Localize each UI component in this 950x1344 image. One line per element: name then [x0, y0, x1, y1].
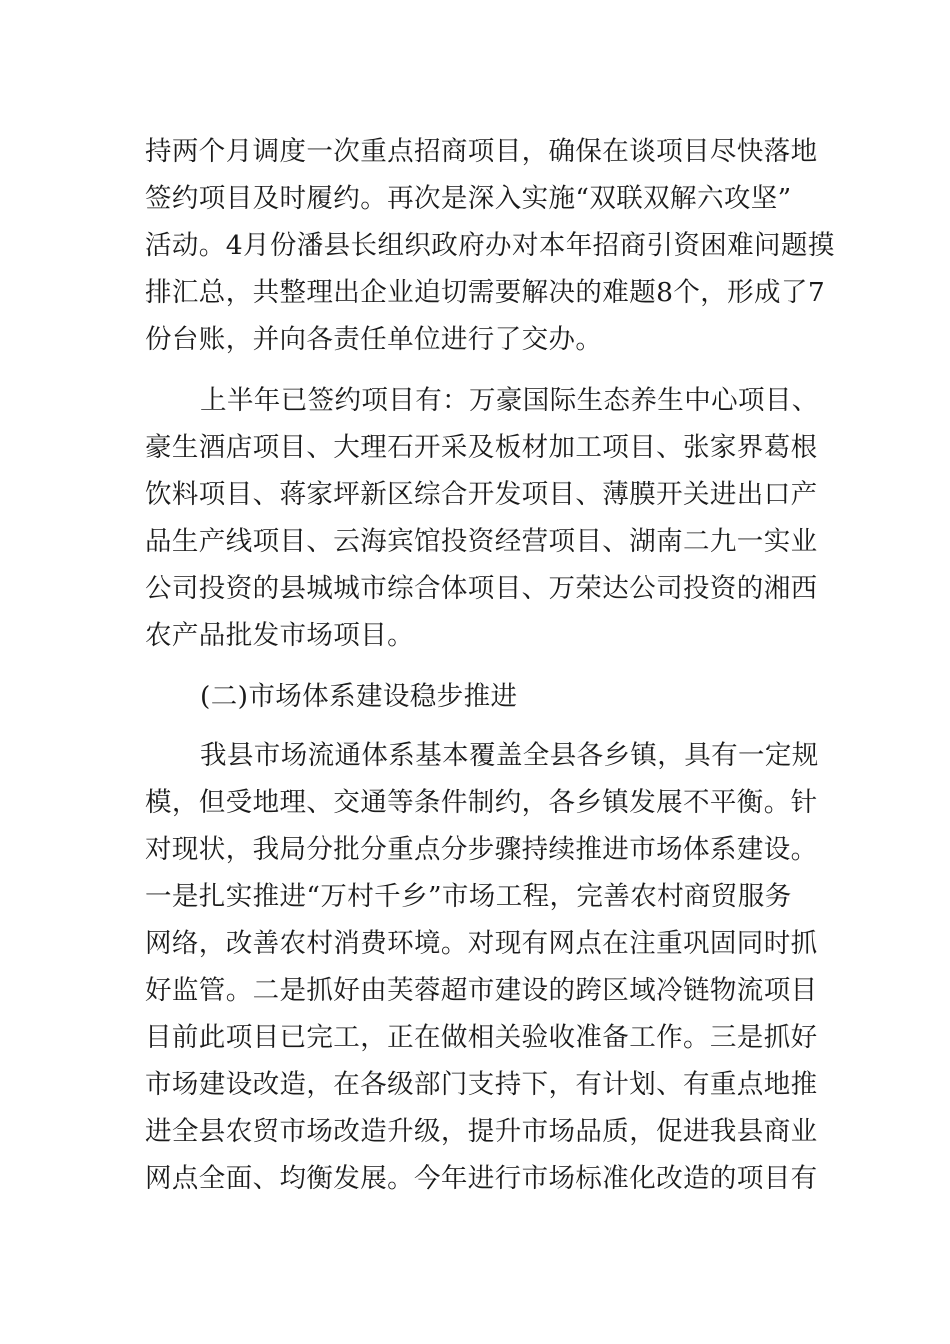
- text-line: 份台账，并向各责任单位进行了交办。: [145, 324, 603, 355]
- text-line: 豪生酒店项目、大理石开采及板材加工项目、张家界葛根: [145, 432, 818, 463]
- text-line: 签约项目及时履约。再次是深入实施“双联双解六攻坚”: [145, 183, 792, 214]
- text-line: 好监管。二是抓好由芙蓉超市建设的跨区域冷链物流项目: [145, 975, 818, 1006]
- text-line: 目前此项目已完工，正在做相关验收准备工作。三是抓好: [145, 1022, 818, 1053]
- text-line: 市场建设改造，在各级部门支持下，有计划、有重点地推: [145, 1069, 818, 1100]
- text-line: 排汇总，共整理出企业迫切需要解决的难题8个，形成了7: [145, 277, 826, 308]
- text-line: 饮料项目、蒋家坪新区综合开发项目、薄膜开关进出口产: [145, 479, 818, 510]
- text-line: 对现状，我局分批分重点分步骤持续推进市场体系建设。: [145, 834, 818, 865]
- text-line: 网点全面、均衡发展。今年进行市场标准化改造的项目有: [145, 1163, 818, 1194]
- text-line: 模，但受地理、交通等条件制约，各乡镇发展不平衡。针: [145, 787, 818, 818]
- text-line: 品生产线项目、云海宾馆投资经营项目、湖南二九一实业: [145, 526, 818, 557]
- text-line: 网络，改善农村消费环境。对现有网点在注重巩固同时抓: [145, 928, 818, 959]
- text-line: 我县市场流通体系基本覆盖全县各乡镇，具有一定规: [200, 740, 819, 771]
- text-line: 上半年已签约项目有：万豪国际生态养生中心项目、: [200, 385, 819, 416]
- text-line: 进全县农贸市场改造升级，提升市场品质，促进我县商业: [145, 1116, 818, 1147]
- text-line: 农产品批发市场项目。: [145, 620, 414, 651]
- section-heading: (二)市场体系建设稳步推进: [200, 681, 518, 712]
- text-line: 持两个月调度一次重点招商项目，确保在谈项目尽快落地: [145, 136, 818, 167]
- text-line: 一是扎实推进“万村千乡”市场工程，完善农村商贸服务: [145, 881, 792, 912]
- text-line: 公司投资的县城城市综合体项目、万荣达公司投资的湘西: [145, 573, 818, 604]
- text-line: 活动。4月份潘县长组织政府办对本年招商引资困难问题摸: [145, 230, 835, 261]
